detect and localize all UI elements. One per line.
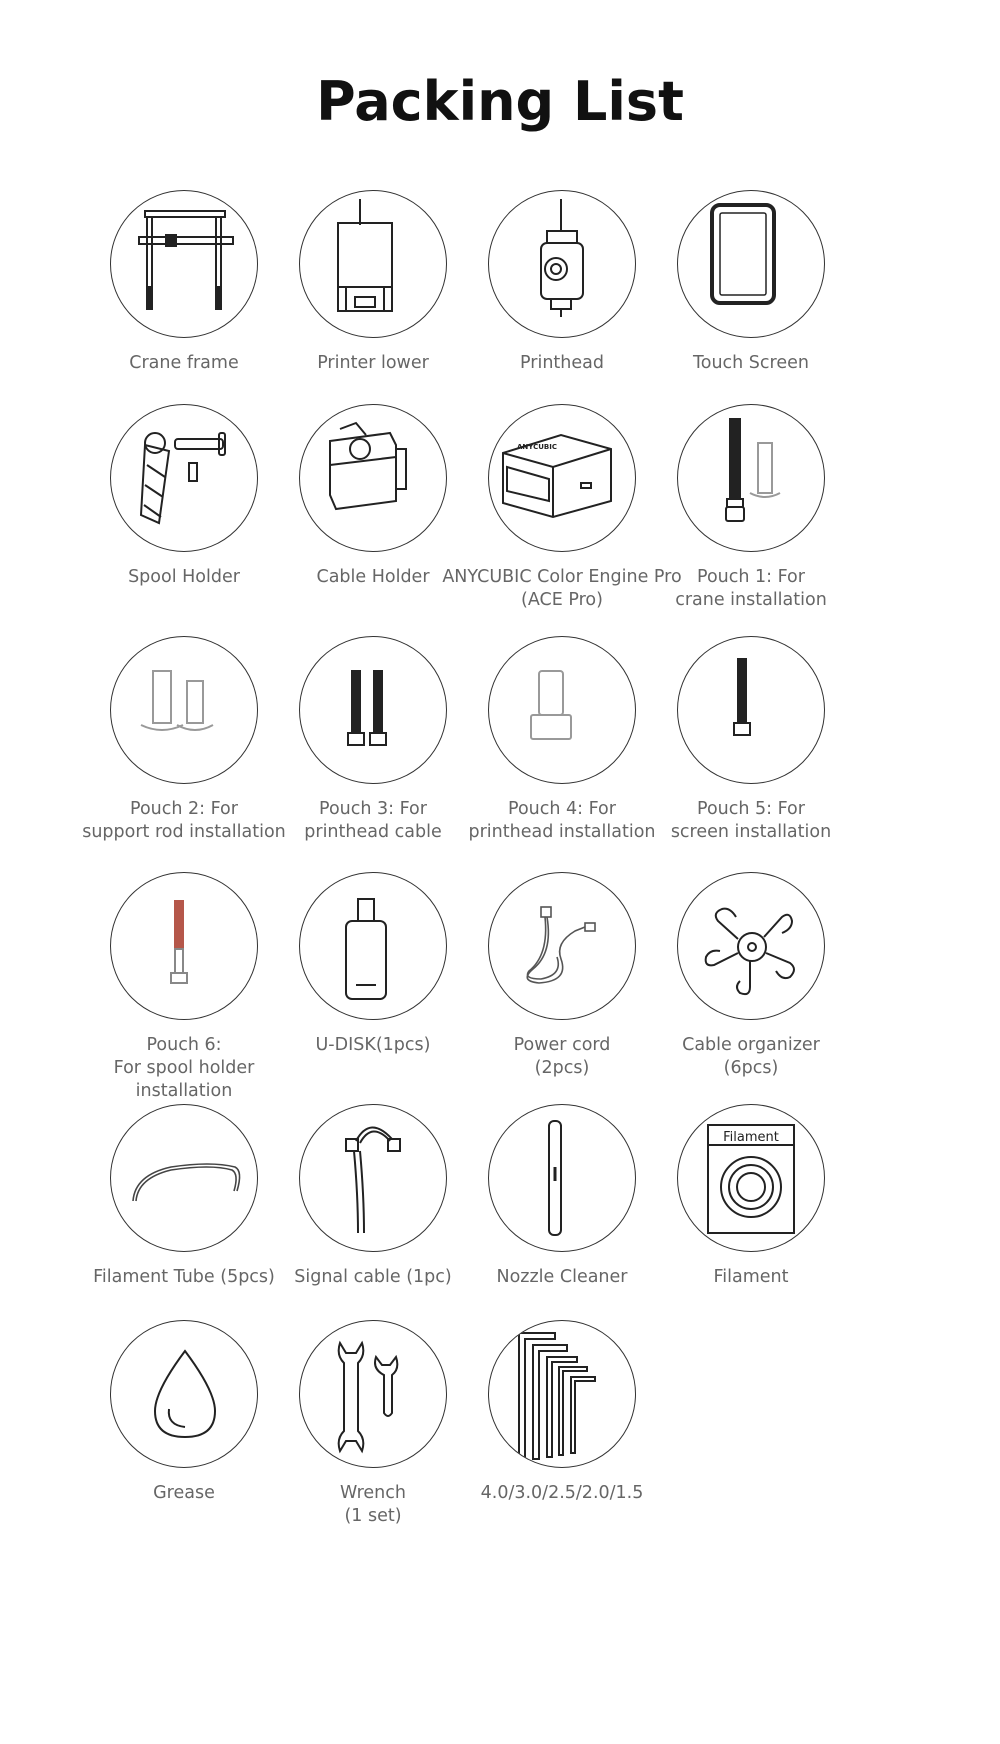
item-label-line: Filament Tube (5pcs) [93, 1267, 275, 1287]
item-label [631, 1034, 871, 1080]
item-label-line: Signal cable (1pc) [294, 1267, 452, 1287]
item-label-line: Filament [713, 1267, 789, 1287]
item-label [631, 566, 871, 612]
item-label-line: Pouch 4: For [508, 799, 616, 819]
item-label-line: Touch Screen [693, 353, 809, 373]
item-label [631, 352, 871, 375]
item-label-line: Cable Holder [316, 567, 430, 587]
ace-pro-illustration-icon [488, 404, 636, 552]
item-label-line: Crane frame [129, 353, 239, 373]
pouch-5-illustration-icon [677, 636, 825, 784]
pouch-3-illustration-icon [299, 636, 447, 784]
item-label-line: Spool Holder [128, 567, 240, 587]
cable-holder-illustration-icon [299, 404, 447, 552]
printhead-illustration-icon [488, 190, 636, 338]
pouch-2-illustration-icon [110, 636, 258, 784]
spool-holder-illustration-icon [110, 404, 258, 552]
grease-illustration-icon [110, 1320, 258, 1468]
item-label [631, 798, 871, 844]
item-label-line: printhead cable [304, 822, 442, 842]
item-label-line: Printhead [520, 353, 604, 373]
item-label-line: Pouch 6: [146, 1035, 222, 1055]
nozzle-cleaner-illustration-icon [488, 1104, 636, 1252]
hex-keys-illustration-icon [488, 1320, 636, 1468]
item-label [631, 1266, 871, 1289]
item-label-line: support rod installation [82, 822, 286, 842]
item-label-line: Printer lower [317, 353, 429, 373]
svg-text:ANYCUBIC: ANYCUBIC [517, 443, 557, 451]
pouch-6-illustration-icon [110, 872, 258, 1020]
page-title: Packing List [316, 70, 684, 133]
item-label-line: Cable organizer [682, 1035, 820, 1055]
item-label-line: Wrench [340, 1483, 406, 1503]
item-label-line: Grease [153, 1483, 215, 1503]
pouch-4-illustration-icon [488, 636, 636, 784]
item-label-line: (1 set) [344, 1506, 402, 1526]
item-label-line: screen installation [670, 822, 832, 842]
touch-screen-illustration-icon [677, 190, 825, 338]
item-label-line: Power cord [513, 1035, 611, 1055]
u-disk-illustration-icon [299, 872, 447, 1020]
item-label [442, 1482, 682, 1505]
item-label-line: For spool holder installation [113, 1058, 255, 1101]
item-label-line: ANYCUBIC Color Engine Pro [442, 567, 682, 587]
crane-frame-illustration-icon [110, 190, 258, 338]
pouch-1-illustration-icon [677, 404, 825, 552]
signal-cable-illustration-icon [299, 1104, 447, 1252]
svg-text:Filament: Filament [723, 1130, 779, 1145]
item-label-line: (6pcs) [723, 1058, 779, 1078]
wrench-illustration-icon [299, 1320, 447, 1468]
item-label-line: (ACE Pro) [521, 590, 603, 610]
item-label-line: Pouch 3: For [319, 799, 427, 819]
item-label-line: Pouch 2: For [130, 799, 238, 819]
printer-lower-illustration-icon [299, 190, 447, 338]
item-label-line: Pouch 5: For [697, 799, 805, 819]
item-label-line: 4.0/3.0/2.5/2.0/1.5 [480, 1483, 644, 1503]
filament-tube-illustration-icon [110, 1104, 258, 1252]
item-label-line: crane installation [675, 590, 827, 610]
filament-illustration-icon [677, 1104, 825, 1252]
item-label-line: Pouch 1: For [697, 567, 805, 587]
item-label-line: printhead installation [468, 822, 656, 842]
item-label-line: Nozzle Cleaner [496, 1267, 628, 1287]
power-cord-illustration-icon [488, 872, 636, 1020]
item-label-line: U-DISK(1pcs) [315, 1035, 431, 1055]
item-label-line: (2pcs) [534, 1058, 590, 1078]
cable-organizer-illustration-icon [677, 872, 825, 1020]
